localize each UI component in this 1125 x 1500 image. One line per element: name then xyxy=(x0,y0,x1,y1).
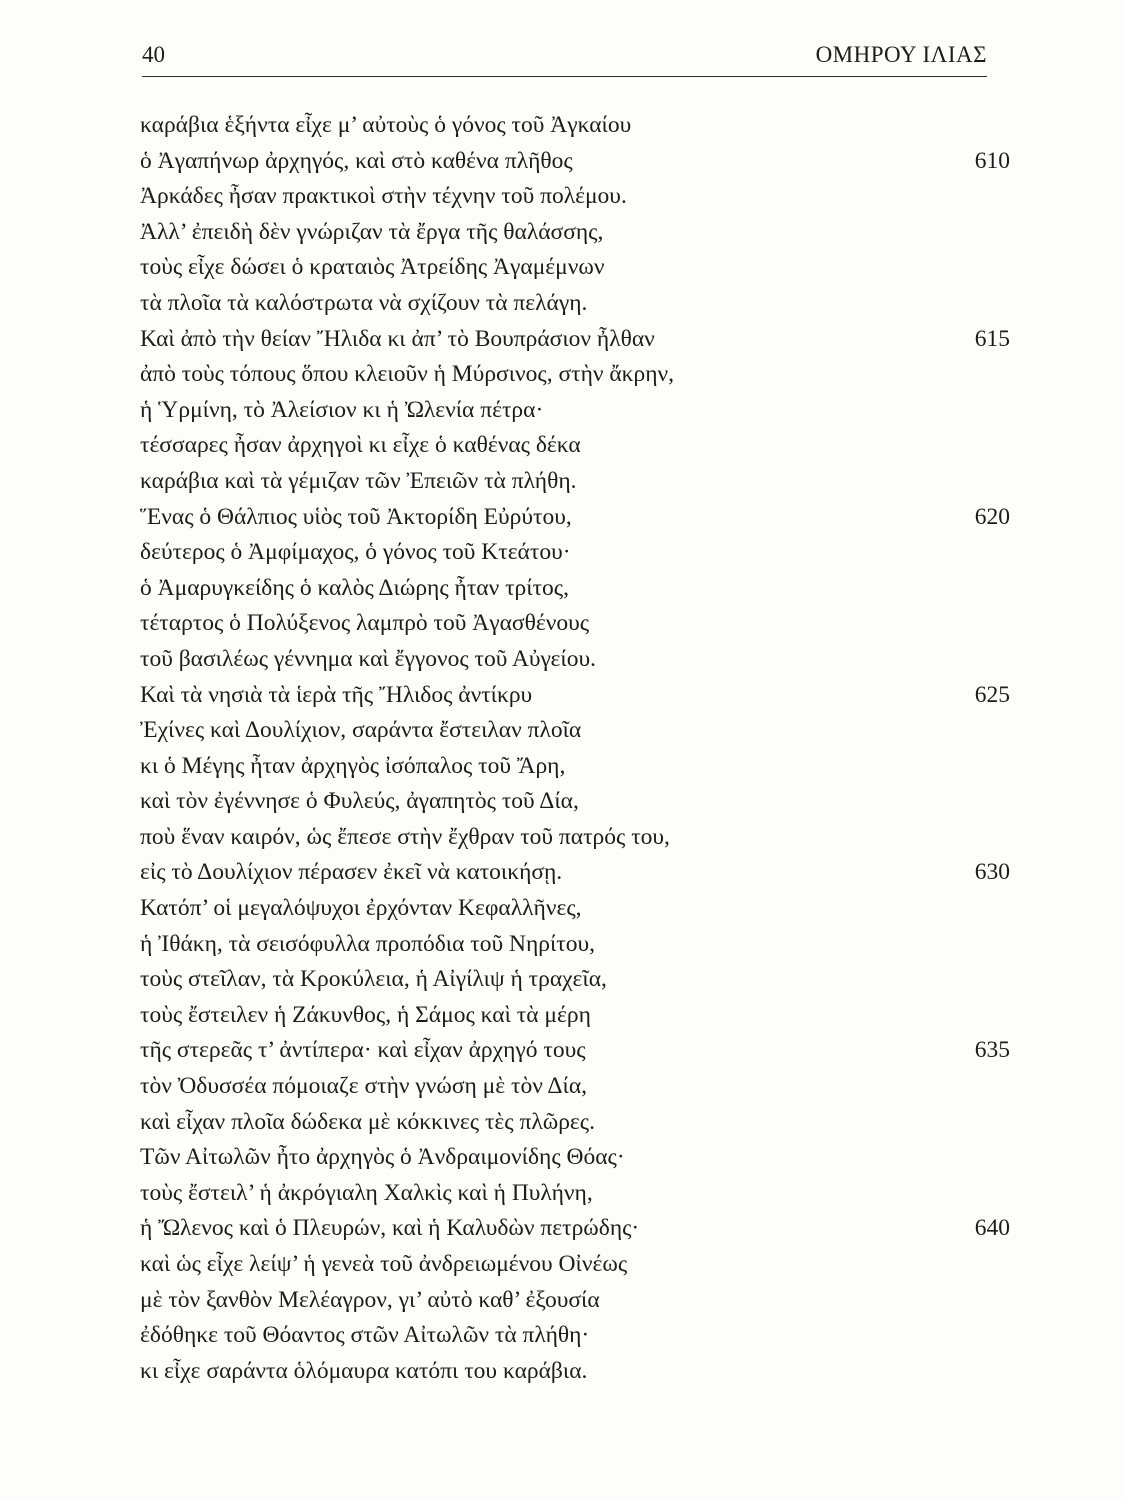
verse-text: Ἕνας ὁ Θάλπιος υἱὸς τοῦ Ἀκτορίδη Εὐρύτου, xyxy=(140,503,572,530)
verse-text: ἀπὸ τοὺς τόπους ὅπου κλειοῦν ἡ Μύρσινος, στὴν ἄκρην, xyxy=(140,361,675,388)
page-number: 40 xyxy=(142,42,165,67)
verse-line xyxy=(140,1140,1000,1176)
verse-line xyxy=(140,250,1000,286)
verse-text: τοῦ βασιλέως γέννημα καὶ ἔγγονος τοῦ Αὐγείου. xyxy=(140,645,596,672)
verse-line xyxy=(140,1033,1010,1069)
line-number: 625 xyxy=(974,681,1010,708)
verse-text: τοὺς ἔστειλ’ ἡ ἀκρόγιαλη Χαλκὶς καὶ ἡ Πυλήνη, xyxy=(140,1179,593,1206)
verse-text: ἐδόθηκε τοῦ Θόαντος στῶν Αἰτωλῶν τὰ πλήθη· xyxy=(140,1322,590,1349)
verse-line xyxy=(140,820,1000,856)
verse-text: καὶ τὸν ἐγέννησε ὁ Φυλεύς, ἀγαπητὸς τοῦ Δία, xyxy=(140,788,579,815)
verse-line xyxy=(140,1283,1000,1319)
verse-text: ἡ Ὤλενος καὶ ὁ Πλευρών, καὶ ἡ Καλυδὼν πετρώδης· xyxy=(140,1215,640,1242)
verse-line xyxy=(140,891,1000,927)
verse-line xyxy=(140,606,1000,642)
line-number: 635 xyxy=(974,1037,1010,1064)
verse-line xyxy=(140,1318,1000,1354)
verse-text: καράβια ἑξήντα εἶχε μ’ αὐτοὺς ὁ γόνος τοῦ Ἀγκαίου xyxy=(140,112,632,138)
verse-line xyxy=(140,855,1010,891)
verse-text: δεύτερος ὁ Ἀμφίμαχος, ὁ γόνος τοῦ Κτεάτου· xyxy=(140,539,571,566)
verse-line xyxy=(140,571,1000,607)
verse-line xyxy=(140,1176,1000,1212)
verse-text: τοὺς ἔστειλεν ἡ Ζάκυνθος, ἡ Σάμος καὶ τὰ μέρη xyxy=(140,1001,591,1028)
verse-line xyxy=(140,144,1010,180)
verse-text: καράβια καὶ τὰ γέμιζαν τῶν Ἐπειῶν τὰ πλήθη. xyxy=(140,467,577,494)
verse-text: τὰ πλοῖα τὰ καλόστρωτα νὰ σχίζουν τὰ πελάγη. xyxy=(140,289,588,316)
verse-line xyxy=(140,428,1000,464)
verse-text: ἡ Ὑρμίνη, τὸ Ἀλείσιον κι ἡ Ὠλενία πέτρα· xyxy=(140,396,544,423)
verse-text: ὁ Ἀγαπήνωρ ἀρχηγός, καὶ στὸ καθένα πλῆθος xyxy=(140,147,573,174)
verse-line xyxy=(140,749,1000,785)
line-number: 615 xyxy=(974,325,1010,352)
verse-line xyxy=(140,1105,1000,1141)
verse-line xyxy=(140,464,1000,500)
verse-text: Ἀρκάδες ἦσαν πρακτικοὶ στὴν τέχνην τοῦ πολέμου. xyxy=(140,183,627,210)
verse-text: ἡ Ἰθάκη, τὰ σεισόφυλλα προπόδια τοῦ Νηρίτου, xyxy=(140,930,596,957)
verse-text: τὸν Ὀδυσσέα πόμοιαζε στὴν γνώση μὲ τὸν Δία, xyxy=(140,1073,588,1100)
verse-block xyxy=(140,108,1010,1389)
verse-text: Ἀλλ’ ἐπειδὴ δὲν γνώριζαν τὰ ἔργα τῆς θαλάσσης, xyxy=(140,218,604,245)
verse-text: καὶ εἶχαν πλοῖα δώδεκα μὲ κόκκινες τὲς πλῶρες. xyxy=(140,1108,595,1135)
line-number: 630 xyxy=(974,859,1010,886)
verse-text: κι ὁ Μέγης ἦταν ἀρχηγὸς ἰσόπαλος τοῦ Ἄρη, xyxy=(140,752,566,779)
verse-line xyxy=(140,108,1000,144)
verse-text: τέσσαρες ἦσαν ἀρχηγοὶ κι εἶχε ὁ καθένας δέκα xyxy=(140,432,581,459)
verse-text: Κατόπ’ οἱ μεγαλόψυχοι ἐρχόνταν Κεφαλλῆνες, xyxy=(140,895,582,922)
verse-text: κι εἶχε σαράντα ὁλόμαυρα κατόπι του καράβια. xyxy=(140,1357,588,1384)
verse-line xyxy=(140,642,1000,678)
verse-line xyxy=(140,1211,1010,1247)
verse-text: ὁ Ἀμαρυγκείδης ὁ καλὸς Διώρης ἦταν τρίτος, xyxy=(140,574,569,601)
verse-text: Καὶ τὰ νησιὰ τὰ ἱερὰ τῆς Ἤλιδος ἀντίκρυ xyxy=(140,681,533,708)
verse-line xyxy=(140,784,1000,820)
verse-text: καὶ ὡς εἶχε λείψ’ ἡ γενεὰ τοῦ ἀνδρειωμένου Οἰνέως xyxy=(140,1251,628,1277)
verse-line xyxy=(140,357,1000,393)
verse-text: τῆς στερεᾶς τ’ ἀντίπερα· καὶ εἶχαν ἀρχηγό τους xyxy=(140,1037,586,1064)
verse-line xyxy=(140,927,1000,963)
verse-line xyxy=(140,1354,1000,1390)
verse-text: Ἐχίνες καὶ Δουλίχιον, σαράντα ἔστειλαν πλοῖα xyxy=(140,717,582,744)
verse-line xyxy=(140,678,1010,714)
verse-line xyxy=(140,1247,1000,1283)
running-head: ΟΜΗΡΟΥ ΙΛΙΑΣ xyxy=(815,42,987,67)
verse-line xyxy=(140,535,1000,571)
verse-text: Καὶ ἀπὸ τὴν θείαν Ἤλιδα κι ἀπ’ τὸ Βουπράσιον ἦλθαν xyxy=(140,325,655,352)
verse-text: Τῶν Αἰτωλῶν ἦτο ἀρχηγὸς ὁ Ἀνδραιμονίδης Θόας· xyxy=(140,1144,625,1171)
verse-text: τοὺς εἶχε δώσει ὁ κραταιὸς Ἀτρείδης Ἀγαμέμνων xyxy=(140,254,605,281)
verse-line xyxy=(140,962,1000,998)
line-number: 610 xyxy=(974,147,1010,174)
line-number: 620 xyxy=(974,503,1010,530)
verse-text: τοὺς στεῖλαν, τὰ Κροκύλεια, ἡ Αἰγίλιψ ἡ τραχεῖα, xyxy=(140,966,607,993)
verse-line xyxy=(140,393,1000,429)
line-number: 640 xyxy=(974,1215,1010,1242)
verse-line xyxy=(140,713,1000,749)
verse-line xyxy=(140,500,1010,536)
verse-text: ποὺ ἕναν καιρόν, ὡς ἔπεσε στὴν ἔχθραν τοῦ πατρός του, xyxy=(140,823,670,850)
verse-line xyxy=(140,179,1000,215)
verse-line xyxy=(140,998,1000,1034)
verse-text: εἰς τὸ Δουλίχιον πέρασεν ἐκεῖ νὰ κατοικήσῃ. xyxy=(140,859,563,886)
verse-line xyxy=(140,322,1010,358)
verse-line xyxy=(140,215,1000,251)
verse-text: μὲ τὸν ξανθὸν Μελέαγρον, γι’ αὐτὸ καθ’ ἐξουσία xyxy=(140,1286,600,1313)
verse-line xyxy=(140,286,1000,322)
verse-text: τέταρτος ὁ Πολύξενος λαμπρὸ τοῦ Ἀγασθένους xyxy=(140,610,590,637)
page-header xyxy=(142,42,987,77)
verse-line xyxy=(140,1069,1000,1105)
